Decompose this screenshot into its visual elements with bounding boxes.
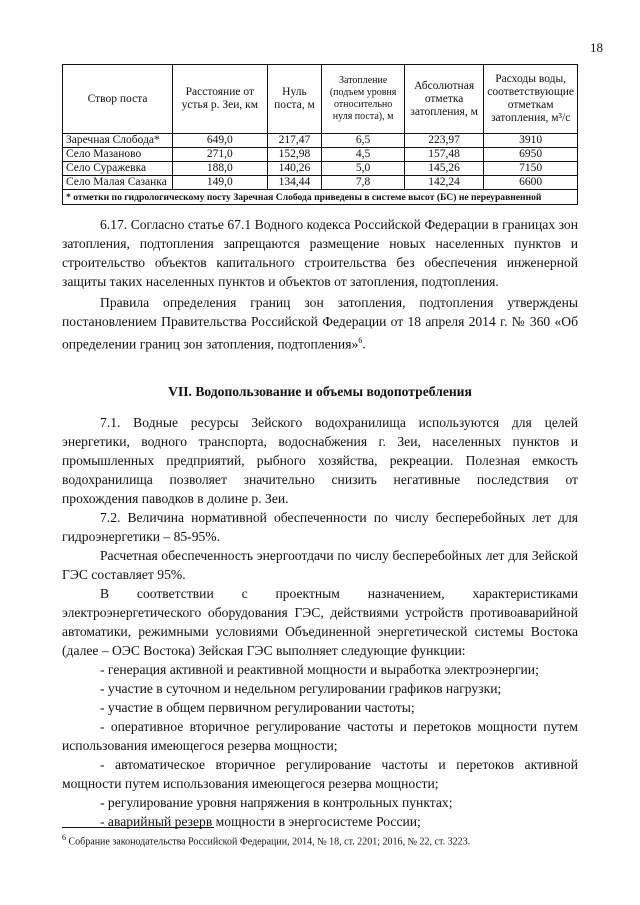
section-6-text <box>62 215 578 354</box>
table-cell: 145,26 <box>404 162 483 176</box>
table-cell: 152,98 <box>267 148 322 162</box>
page-number: 18 <box>590 40 603 55</box>
table-cell: 6,5 <box>322 134 405 148</box>
table-cell: 140,26 <box>267 162 322 176</box>
paragraph-rules: Правила определения границ зон затопления, подтопления утверждены постановлением Правительства Российской Федерации от 18 апреля 2014 г. № 360 «Об определении границ зон затопления, подтопления»$^6$. <box>62 295 578 352</box>
table-cell: 142,24 <box>404 176 483 190</box>
table-cell: Заречная Слобода* <box>63 134 173 148</box>
footnote-mark: 6 <box>62 833 66 842</box>
table-note-row <box>63 190 578 205</box>
col-header-discharge: Расходы воды, соответствующие отметкам затопления, м³/с <box>484 65 578 134</box>
footnote-divider <box>62 827 214 828</box>
table-cell: 7,8 <box>322 176 405 190</box>
table-row <box>63 148 578 162</box>
col-header-zero: Нуль поста, м <box>267 65 322 134</box>
list-item: - участие в общем первичном регулировании частоты; <box>100 700 415 715</box>
footnote <box>62 833 470 847</box>
table-cell: 649,0 <box>173 134 267 148</box>
table-note: * отметки по гидрологическому посту Заречная Слобода приведены в системе высот (БС) не переуравненной <box>63 190 578 205</box>
section-heading: VII. Водопользование и объемы водопотребления <box>168 384 472 399</box>
table-cell: 134,44 <box>267 176 322 190</box>
paragraph-calc: Расчетная обеспеченность энергоотдачи по числу бесперебойных лет для Зейской ГЭС составляет 95%. <box>62 548 578 582</box>
table-cell: 3910 <box>484 134 578 148</box>
col-header-flood-rise: Затопление (подъем уровня относительно нуля поста), м <box>322 65 405 134</box>
table-cell: Село Малая Сазанка <box>63 176 173 190</box>
list-item: - оперативное вторичное регулирование частоты и перетоков мощности путем использования имеющегося резерва мощности; <box>62 719 578 753</box>
table-cell: 4,5 <box>322 148 405 162</box>
flood-table <box>62 64 578 205</box>
rules-text: Правила определения границ зон затопления, подтопления утверждены постановлением Правительства Российской Федерации от 18 апреля 2014 г. № 360 «Об определении границ зон затопления, подтопления» <box>62 295 578 352</box>
paragraph-functions-intro: В соответствии с проектным назначением, характеристиками электроэнергетического оборудования ГЭС, действиями устройств противоаварийной автоматики, режимными условиями Объединенной энергетической системы Востока (далее – ОЭС Востока) Зейская ГЭС выполняет следующие функции: <box>62 586 578 658</box>
list-item: - регулирование уровня напряжения в контрольных пунктах; <box>100 795 453 810</box>
section-7-text <box>62 413 578 831</box>
footnote-text: Собрание законодательства Российской Федерации, 2014, № 18, ст. 2201; 2016, № 22, ст. 3223. <box>68 836 471 848</box>
table-cell: 188,0 <box>173 162 267 176</box>
table-row <box>63 176 578 190</box>
table-cell: 217,47 <box>267 134 322 148</box>
list-item: - аварийный резерв мощности в энергосистеме России; <box>100 814 421 829</box>
table-cell: 6600 <box>484 176 578 190</box>
table-cell: 223,97 <box>404 134 483 148</box>
table-cell: 6950 <box>484 148 578 162</box>
table-cell: Село Мазаново <box>63 148 173 162</box>
col-header-abs-mark: Абсолютная отметка затопления, м <box>404 65 483 134</box>
table-cell: Село Суражевка <box>63 162 173 176</box>
table-cell: 7150 <box>484 162 578 176</box>
table-row <box>63 162 578 176</box>
table-header-row <box>63 65 578 134</box>
paragraph-7-2: 7.2. Величина нормативной обеспеченности по числу бесперебойных лет для гидроэнергетики – 85-95%. <box>62 510 578 544</box>
table-cell: 149,0 <box>173 176 267 190</box>
table-row <box>63 134 578 148</box>
paragraph-7-1: 7.1. Водные ресурсы Зейского водохранилища используются для целей энергетики, водного транспорта, водоснабжения г. Зеи, населенных пунктов и промышленных предприятий, рыбного хозяйства, рекреации. Полезная емкость водохранилища позволяет значительно снизить негативные последствия от прохождения паводков в долине р. Зеи. <box>62 415 578 506</box>
table-cell: 5,0 <box>322 162 405 176</box>
col-header-distance: Расстояние от устья р. Зеи, км <box>173 65 267 134</box>
table-cell: 157,48 <box>404 148 483 162</box>
list-item: - генерация активной и реактивной мощности и выработка электроэнергии; <box>100 662 539 677</box>
col-header-post: Створ поста <box>63 65 173 134</box>
list-item: - участие в суточном и недельном регулировании графиков нагрузки; <box>100 681 502 696</box>
paragraph-6-17: 6.17. Согласно статье 67.1 Водного кодекса Российской Федерации в границах зон затопления, подтопления запрещаются размещение новых населенных пунктов и строительство объектов капитального строительства без обеспечения инженерной защиты таких населенных пунктов и объектов от затопления, подтопления. <box>62 217 578 289</box>
functions-list <box>62 660 578 831</box>
footnote-ref: 6 <box>358 336 363 345</box>
table-cell: 271,0 <box>173 148 267 162</box>
list-item: - автоматическое вторичное регулирование частоты и перетоков активной мощности путем использования имеющегося резерва мощности; <box>62 757 578 791</box>
